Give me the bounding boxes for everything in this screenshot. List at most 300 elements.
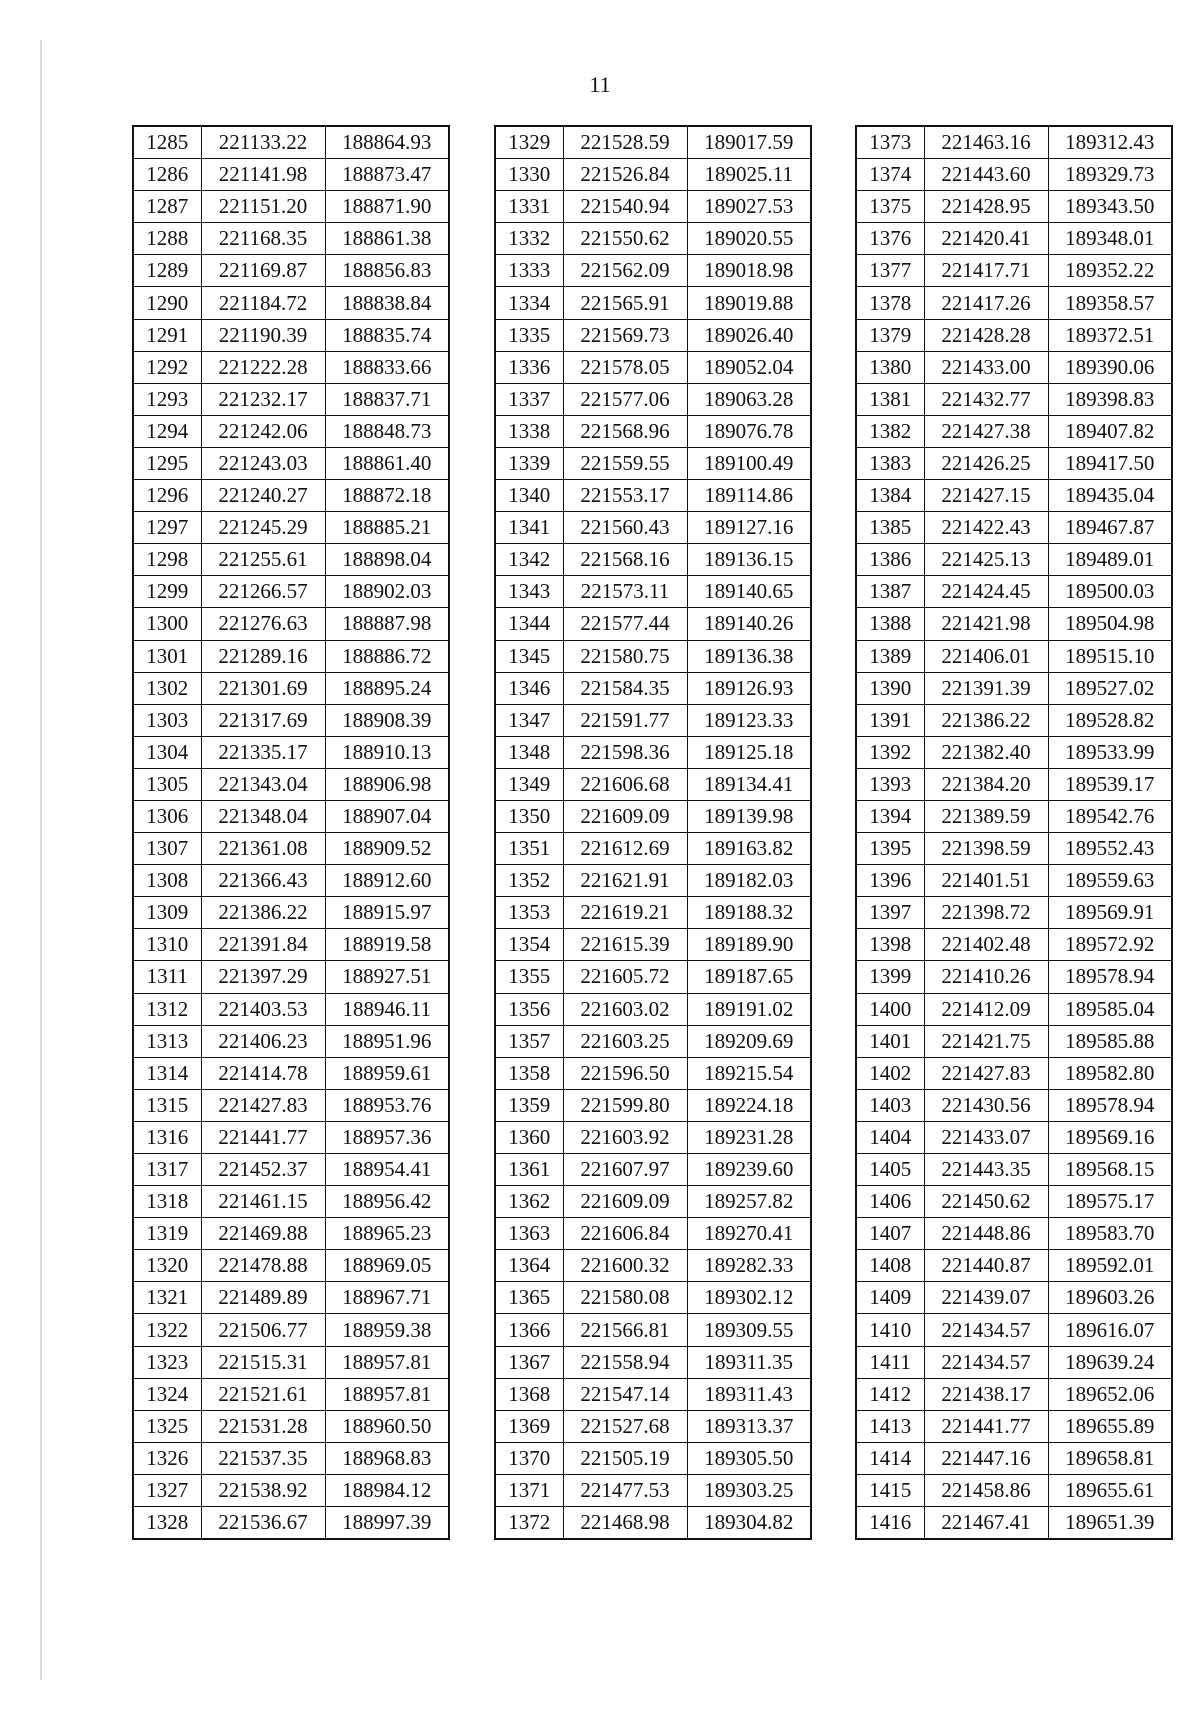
y-coordinate-cell: 189189.90 [687, 929, 811, 961]
table-row [856, 1154, 1172, 1186]
y-coordinate-cell: 189467.87 [1048, 512, 1172, 544]
y-coordinate-cell: 189572.92 [1048, 929, 1172, 961]
y-coordinate-cell: 189515.10 [1048, 640, 1172, 672]
x-coordinate-cell: 221566.81 [563, 1314, 687, 1346]
point-number-cell: 1325 [133, 1410, 201, 1442]
y-coordinate-cell: 188895.24 [325, 672, 449, 704]
x-coordinate-cell: 221403.53 [201, 993, 325, 1025]
point-number-cell: 1336 [495, 351, 563, 383]
y-coordinate-cell: 189390.06 [1048, 351, 1172, 383]
point-number-cell: 1343 [495, 576, 563, 608]
y-coordinate-cell: 189076.78 [687, 415, 811, 447]
table-row [856, 608, 1172, 640]
table-row [495, 672, 811, 704]
x-coordinate-cell: 221398.59 [924, 833, 1048, 865]
y-coordinate-cell: 188837.71 [325, 383, 449, 415]
y-coordinate-cell: 189302.12 [687, 1282, 811, 1314]
x-coordinate-cell: 221463.16 [924, 126, 1048, 159]
x-coordinate-cell: 221553.17 [563, 480, 687, 512]
table-row [856, 1282, 1172, 1314]
y-coordinate-cell: 189123.33 [687, 704, 811, 736]
point-number-cell: 1412 [856, 1378, 924, 1410]
y-coordinate-cell: 189187.65 [687, 961, 811, 993]
point-number-cell: 1321 [133, 1282, 201, 1314]
x-coordinate-cell: 221169.87 [201, 255, 325, 287]
x-coordinate-cell: 221452.37 [201, 1154, 325, 1186]
y-coordinate-cell: 189311.35 [687, 1346, 811, 1378]
x-coordinate-cell: 221506.77 [201, 1314, 325, 1346]
y-coordinate-cell: 188957.36 [325, 1121, 449, 1153]
point-number-cell: 1359 [495, 1089, 563, 1121]
x-coordinate-cell: 221433.00 [924, 351, 1048, 383]
y-coordinate-cell: 189209.69 [687, 1025, 811, 1057]
y-coordinate-cell: 189603.26 [1048, 1282, 1172, 1314]
point-number-cell: 1311 [133, 961, 201, 993]
y-coordinate-cell: 188997.39 [325, 1507, 449, 1540]
y-coordinate-cell: 189489.01 [1048, 544, 1172, 576]
table-row [133, 319, 449, 351]
table-row [133, 961, 449, 993]
y-coordinate-cell: 188848.73 [325, 415, 449, 447]
coordinate-table-2 [494, 125, 812, 1540]
table-row [133, 1218, 449, 1250]
y-coordinate-cell: 189312.43 [1048, 126, 1172, 159]
table-row [495, 1410, 811, 1442]
y-coordinate-cell: 189025.11 [687, 159, 811, 191]
x-coordinate-cell: 221577.06 [563, 383, 687, 415]
x-coordinate-cell: 221568.96 [563, 415, 687, 447]
y-coordinate-cell: 189568.15 [1048, 1154, 1172, 1186]
point-number-cell: 1312 [133, 993, 201, 1025]
x-coordinate-cell: 221527.68 [563, 1410, 687, 1442]
point-number-cell: 1286 [133, 159, 201, 191]
x-coordinate-cell: 221240.27 [201, 480, 325, 512]
table-row [856, 287, 1172, 319]
table-row [133, 383, 449, 415]
point-number-cell: 1376 [856, 223, 924, 255]
point-number-cell: 1387 [856, 576, 924, 608]
y-coordinate-cell: 189569.16 [1048, 1121, 1172, 1153]
point-number-cell: 1309 [133, 897, 201, 929]
y-coordinate-cell: 189552.43 [1048, 833, 1172, 865]
x-coordinate-cell: 221422.43 [924, 512, 1048, 544]
point-number-cell: 1371 [495, 1474, 563, 1506]
x-coordinate-cell: 221348.04 [201, 800, 325, 832]
table-row [133, 480, 449, 512]
x-coordinate-cell: 221531.28 [201, 1410, 325, 1442]
point-number-cell: 1294 [133, 415, 201, 447]
point-number-cell: 1365 [495, 1282, 563, 1314]
binding-margin-line [40, 40, 42, 1680]
table-row [495, 993, 811, 1025]
x-coordinate-cell: 221397.29 [201, 961, 325, 993]
y-coordinate-cell: 189504.98 [1048, 608, 1172, 640]
x-coordinate-cell: 221607.97 [563, 1154, 687, 1186]
table-row [856, 929, 1172, 961]
point-number-cell: 1414 [856, 1442, 924, 1474]
point-number-cell: 1361 [495, 1154, 563, 1186]
x-coordinate-cell: 221439.07 [924, 1282, 1048, 1314]
x-coordinate-cell: 221615.39 [563, 929, 687, 961]
x-coordinate-cell: 221569.73 [563, 319, 687, 351]
x-coordinate-cell: 221558.94 [563, 1346, 687, 1378]
y-coordinate-cell: 189348.01 [1048, 223, 1172, 255]
x-coordinate-cell: 221406.01 [924, 640, 1048, 672]
x-coordinate-cell: 221609.09 [563, 1186, 687, 1218]
x-coordinate-cell: 221335.17 [201, 736, 325, 768]
table-row [856, 1474, 1172, 1506]
table-row [133, 736, 449, 768]
x-coordinate-cell: 221426.25 [924, 447, 1048, 479]
table-row [856, 1218, 1172, 1250]
x-coordinate-cell: 221417.26 [924, 287, 1048, 319]
table-row [133, 1250, 449, 1282]
table-row [856, 159, 1172, 191]
y-coordinate-cell: 188902.03 [325, 576, 449, 608]
page-number: 11 [589, 72, 611, 97]
point-number-cell: 1401 [856, 1025, 924, 1057]
table-row [495, 1378, 811, 1410]
x-coordinate-cell: 221477.53 [563, 1474, 687, 1506]
y-coordinate-cell: 189191.02 [687, 993, 811, 1025]
y-coordinate-cell: 189578.94 [1048, 961, 1172, 993]
point-number-cell: 1307 [133, 833, 201, 865]
x-coordinate-cell: 221243.03 [201, 447, 325, 479]
y-coordinate-cell: 188956.42 [325, 1186, 449, 1218]
point-number-cell: 1301 [133, 640, 201, 672]
table-row [856, 1410, 1172, 1442]
x-coordinate-cell: 221540.94 [563, 191, 687, 223]
y-coordinate-cell: 188835.74 [325, 319, 449, 351]
table-row [495, 897, 811, 929]
point-number-cell: 1315 [133, 1089, 201, 1121]
point-number-cell: 1366 [495, 1314, 563, 1346]
table-row [856, 672, 1172, 704]
y-coordinate-cell: 189270.41 [687, 1218, 811, 1250]
table-row [495, 961, 811, 993]
table-row [495, 255, 811, 287]
point-number-cell: 1337 [495, 383, 563, 415]
table-row [133, 287, 449, 319]
table-row [133, 1282, 449, 1314]
point-number-cell: 1317 [133, 1154, 201, 1186]
y-coordinate-cell: 188886.72 [325, 640, 449, 672]
table-row [495, 191, 811, 223]
point-number-cell: 1405 [856, 1154, 924, 1186]
x-coordinate-cell: 221384.20 [924, 768, 1048, 800]
y-coordinate-cell: 189163.82 [687, 833, 811, 865]
y-coordinate-cell: 188984.12 [325, 1474, 449, 1506]
x-coordinate-cell: 221468.98 [563, 1507, 687, 1540]
table-row [133, 1378, 449, 1410]
point-number-cell: 1364 [495, 1250, 563, 1282]
table-row [495, 576, 811, 608]
x-coordinate-cell: 221596.50 [563, 1057, 687, 1089]
point-number-cell: 1319 [133, 1218, 201, 1250]
y-coordinate-cell: 188919.58 [325, 929, 449, 961]
point-number-cell: 1385 [856, 512, 924, 544]
point-number-cell: 1320 [133, 1250, 201, 1282]
point-number-cell: 1324 [133, 1378, 201, 1410]
table-row [856, 1089, 1172, 1121]
y-coordinate-cell: 188856.83 [325, 255, 449, 287]
y-coordinate-cell: 189017.59 [687, 126, 811, 159]
x-coordinate-cell: 221606.84 [563, 1218, 687, 1250]
y-coordinate-cell: 189435.04 [1048, 480, 1172, 512]
point-number-cell: 1406 [856, 1186, 924, 1218]
x-coordinate-cell: 221412.09 [924, 993, 1048, 1025]
x-coordinate-cell: 221580.08 [563, 1282, 687, 1314]
coordinate-table-1 [132, 125, 450, 1540]
point-number-cell: 1314 [133, 1057, 201, 1089]
point-number-cell: 1341 [495, 512, 563, 544]
table-row [133, 255, 449, 287]
y-coordinate-cell: 188927.51 [325, 961, 449, 993]
y-coordinate-cell: 188912.60 [325, 865, 449, 897]
y-coordinate-cell: 188951.96 [325, 1025, 449, 1057]
y-coordinate-cell: 189304.82 [687, 1507, 811, 1540]
x-coordinate-cell: 221417.71 [924, 255, 1048, 287]
point-number-cell: 1374 [856, 159, 924, 191]
x-coordinate-cell: 221568.16 [563, 544, 687, 576]
x-coordinate-cell: 221536.67 [201, 1507, 325, 1540]
point-number-cell: 1386 [856, 544, 924, 576]
y-coordinate-cell: 189343.50 [1048, 191, 1172, 223]
point-number-cell: 1291 [133, 319, 201, 351]
table-row [495, 1057, 811, 1089]
x-coordinate-cell: 221559.55 [563, 447, 687, 479]
y-coordinate-cell: 189651.39 [1048, 1507, 1172, 1540]
table-row [856, 736, 1172, 768]
y-coordinate-cell: 188959.61 [325, 1057, 449, 1089]
x-coordinate-cell: 221427.83 [924, 1057, 1048, 1089]
table-row [856, 126, 1172, 159]
point-number-cell: 1293 [133, 383, 201, 415]
y-coordinate-cell: 189583.70 [1048, 1218, 1172, 1250]
y-coordinate-cell: 189655.89 [1048, 1410, 1172, 1442]
table-row [133, 351, 449, 383]
y-coordinate-cell: 189592.01 [1048, 1250, 1172, 1282]
point-number-cell: 1306 [133, 800, 201, 832]
point-number-cell: 1331 [495, 191, 563, 223]
table-row [133, 544, 449, 576]
point-number-cell: 1354 [495, 929, 563, 961]
point-number-cell: 1326 [133, 1442, 201, 1474]
point-number-cell: 1384 [856, 480, 924, 512]
point-number-cell: 1349 [495, 768, 563, 800]
table-row [495, 1474, 811, 1506]
table-row [133, 768, 449, 800]
point-number-cell: 1288 [133, 223, 201, 255]
x-coordinate-cell: 221401.51 [924, 865, 1048, 897]
y-coordinate-cell: 189052.04 [687, 351, 811, 383]
table-row [856, 1378, 1172, 1410]
point-number-cell: 1323 [133, 1346, 201, 1378]
x-coordinate-cell: 221421.98 [924, 608, 1048, 640]
point-number-cell: 1372 [495, 1507, 563, 1540]
point-number-cell: 1394 [856, 800, 924, 832]
table-row [856, 351, 1172, 383]
table-row [133, 1057, 449, 1089]
x-coordinate-cell: 221190.39 [201, 319, 325, 351]
table-row [495, 704, 811, 736]
table-row [133, 640, 449, 672]
x-coordinate-cell: 221414.78 [201, 1057, 325, 1089]
point-number-cell: 1333 [495, 255, 563, 287]
y-coordinate-cell: 189578.94 [1048, 1089, 1172, 1121]
y-coordinate-cell: 189063.28 [687, 383, 811, 415]
table-row [495, 608, 811, 640]
x-coordinate-cell: 221458.86 [924, 1474, 1048, 1506]
point-number-cell: 1322 [133, 1314, 201, 1346]
table-row [133, 672, 449, 704]
table-row [495, 1346, 811, 1378]
y-coordinate-cell: 188967.71 [325, 1282, 449, 1314]
point-number-cell: 1285 [133, 126, 201, 159]
x-coordinate-cell: 221151.20 [201, 191, 325, 223]
point-number-cell: 1298 [133, 544, 201, 576]
y-coordinate-cell: 188898.04 [325, 544, 449, 576]
table-row [495, 351, 811, 383]
x-coordinate-cell: 221382.40 [924, 736, 1048, 768]
point-number-cell: 1415 [856, 1474, 924, 1506]
x-coordinate-cell: 221565.91 [563, 287, 687, 319]
table-row [133, 800, 449, 832]
y-coordinate-cell: 189533.99 [1048, 736, 1172, 768]
table-row [133, 223, 449, 255]
point-number-cell: 1345 [495, 640, 563, 672]
y-coordinate-cell: 189542.76 [1048, 800, 1172, 832]
point-number-cell: 1355 [495, 961, 563, 993]
point-number-cell: 1300 [133, 608, 201, 640]
y-coordinate-cell: 188957.81 [325, 1346, 449, 1378]
table-row [856, 1057, 1172, 1089]
table-row [856, 1121, 1172, 1153]
point-number-cell: 1382 [856, 415, 924, 447]
y-coordinate-cell: 189352.22 [1048, 255, 1172, 287]
x-coordinate-cell: 221427.83 [201, 1089, 325, 1121]
x-coordinate-cell: 221461.15 [201, 1186, 325, 1218]
table-row [495, 768, 811, 800]
table-row [495, 287, 811, 319]
table-row [495, 126, 811, 159]
table-row [856, 1250, 1172, 1282]
point-number-cell: 1352 [495, 865, 563, 897]
table-row [495, 640, 811, 672]
point-number-cell: 1403 [856, 1089, 924, 1121]
point-number-cell: 1399 [856, 961, 924, 993]
x-coordinate-cell: 221447.16 [924, 1442, 1048, 1474]
point-number-cell: 1368 [495, 1378, 563, 1410]
y-coordinate-cell: 188969.05 [325, 1250, 449, 1282]
point-number-cell: 1313 [133, 1025, 201, 1057]
x-coordinate-cell: 221245.29 [201, 512, 325, 544]
x-coordinate-cell: 221448.86 [924, 1218, 1048, 1250]
x-coordinate-cell: 221386.22 [201, 897, 325, 929]
point-number-cell: 1290 [133, 287, 201, 319]
x-coordinate-cell: 221222.28 [201, 351, 325, 383]
point-number-cell: 1332 [495, 223, 563, 255]
table-row [495, 800, 811, 832]
x-coordinate-cell: 221391.39 [924, 672, 1048, 704]
x-coordinate-cell: 221619.21 [563, 897, 687, 929]
y-coordinate-cell: 189139.98 [687, 800, 811, 832]
table-row [856, 1025, 1172, 1057]
x-coordinate-cell: 221402.48 [924, 929, 1048, 961]
point-number-cell: 1362 [495, 1186, 563, 1218]
y-coordinate-cell: 188915.97 [325, 897, 449, 929]
x-coordinate-cell: 221434.57 [924, 1314, 1048, 1346]
y-coordinate-cell: 189140.65 [687, 576, 811, 608]
table-row [495, 159, 811, 191]
point-number-cell: 1378 [856, 287, 924, 319]
x-coordinate-cell: 221603.25 [563, 1025, 687, 1057]
coordinate-table-3 [855, 125, 1173, 1540]
y-coordinate-cell: 188953.76 [325, 1089, 449, 1121]
x-coordinate-cell: 221420.41 [924, 223, 1048, 255]
x-coordinate-cell: 221478.88 [201, 1250, 325, 1282]
point-number-cell: 1338 [495, 415, 563, 447]
point-number-cell: 1400 [856, 993, 924, 1025]
table-row [133, 897, 449, 929]
point-number-cell: 1391 [856, 704, 924, 736]
x-coordinate-cell: 221289.16 [201, 640, 325, 672]
x-coordinate-cell: 221440.87 [924, 1250, 1048, 1282]
table-row [856, 383, 1172, 415]
table-row [495, 1089, 811, 1121]
table-row [133, 415, 449, 447]
x-coordinate-cell: 221538.92 [201, 1474, 325, 1506]
point-number-cell: 1407 [856, 1218, 924, 1250]
y-coordinate-cell: 188872.18 [325, 480, 449, 512]
table-row [133, 1186, 449, 1218]
point-number-cell: 1303 [133, 704, 201, 736]
y-coordinate-cell: 189303.25 [687, 1474, 811, 1506]
point-number-cell: 1351 [495, 833, 563, 865]
y-coordinate-cell: 189329.73 [1048, 159, 1172, 191]
table-row [495, 929, 811, 961]
x-coordinate-cell: 221391.84 [201, 929, 325, 961]
point-number-cell: 1292 [133, 351, 201, 383]
y-coordinate-cell: 189311.43 [687, 1378, 811, 1410]
y-coordinate-cell: 189585.88 [1048, 1025, 1172, 1057]
table-row [856, 640, 1172, 672]
table-row [133, 1089, 449, 1121]
y-coordinate-cell: 189224.18 [687, 1089, 811, 1121]
x-coordinate-cell: 221301.69 [201, 672, 325, 704]
table-row [495, 1314, 811, 1346]
point-number-cell: 1342 [495, 544, 563, 576]
point-number-cell: 1340 [495, 480, 563, 512]
x-coordinate-cell: 221430.56 [924, 1089, 1048, 1121]
table-row [133, 1507, 449, 1540]
point-number-cell: 1304 [133, 736, 201, 768]
x-coordinate-cell: 221605.72 [563, 961, 687, 993]
table-row [133, 993, 449, 1025]
y-coordinate-cell: 189136.38 [687, 640, 811, 672]
y-coordinate-cell: 188871.90 [325, 191, 449, 223]
point-number-cell: 1375 [856, 191, 924, 223]
y-coordinate-cell: 189305.50 [687, 1442, 811, 1474]
table-row [856, 415, 1172, 447]
point-number-cell: 1346 [495, 672, 563, 704]
x-coordinate-cell: 221343.04 [201, 768, 325, 800]
table-row [856, 833, 1172, 865]
table-row [856, 319, 1172, 351]
point-number-cell: 1310 [133, 929, 201, 961]
x-coordinate-cell: 221443.60 [924, 159, 1048, 191]
y-coordinate-cell: 189582.80 [1048, 1057, 1172, 1089]
